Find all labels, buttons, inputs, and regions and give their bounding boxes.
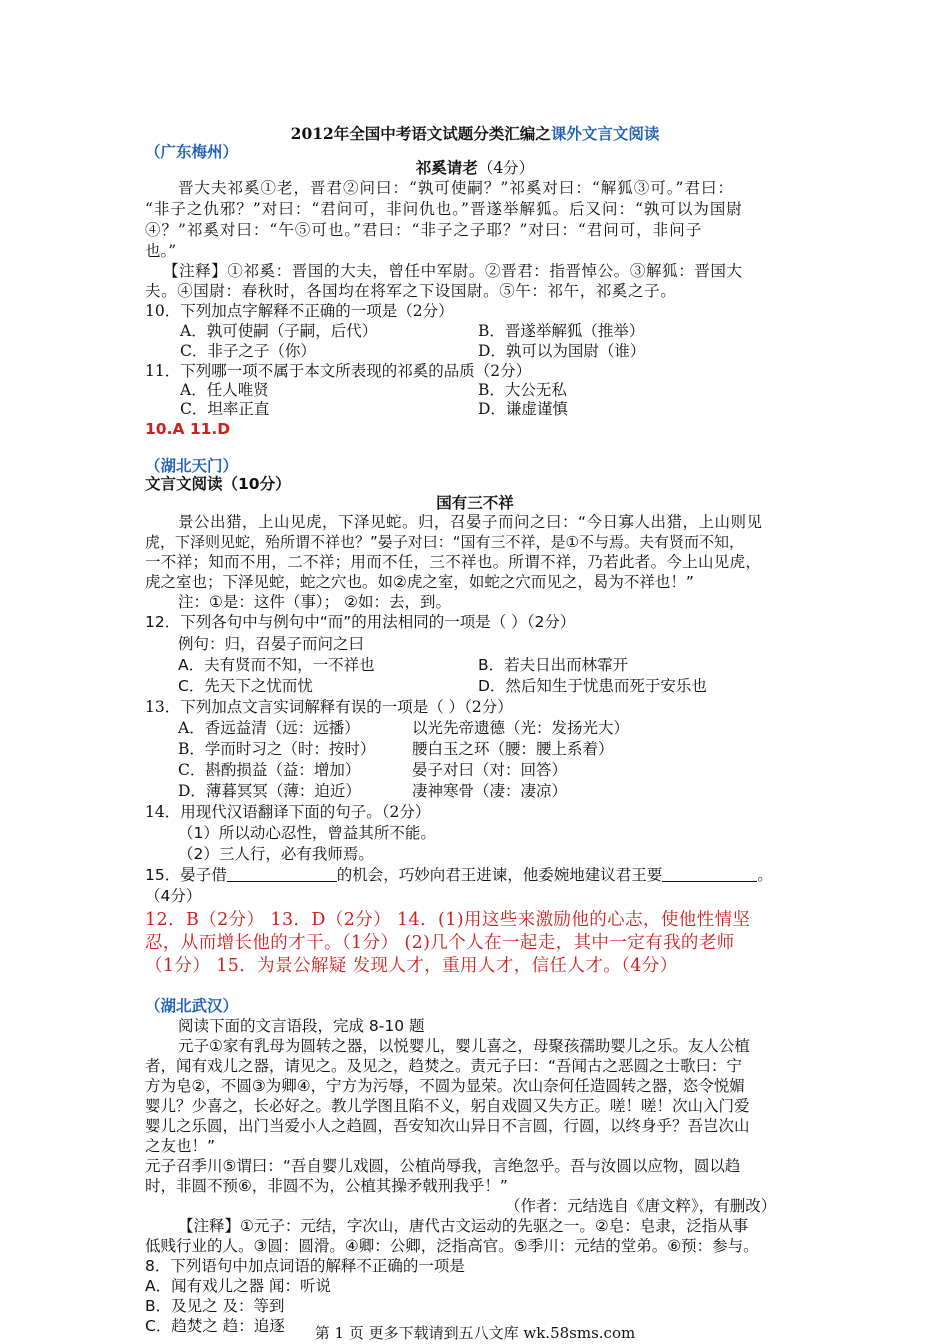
q15-part: 的机会，巧妙向君王进谏，他委婉地建议君王要 bbox=[336, 866, 663, 884]
annotation-line: 【注释】①元子：元结，字次山，唐代古文运动的先驱之一。②皂：皂隶，泛指从事 bbox=[178, 1217, 749, 1235]
passage-line: 婴儿之乐圆，出门当爱小人之趋圆，吾安知次山异日不言圆，行圆，以终身乎？吾岂次山 bbox=[145, 1117, 750, 1135]
option: C．非子之子（你） bbox=[180, 342, 316, 360]
option: A．香远益清（远：远播） bbox=[178, 719, 360, 737]
doc-title bbox=[0, 124, 950, 144]
region-label-wuhan: （湖北武汉） bbox=[145, 996, 239, 1015]
answer-key: 10.A 11.D bbox=[145, 420, 231, 438]
option: A．任人唯贤 bbox=[180, 381, 269, 399]
passage-line: 晋大夫祁奚①老，晋君②问曰：“孰可使嗣？”祁奚对曰：“解狐③可。”君曰： bbox=[178, 179, 734, 197]
passage-points: （4分） bbox=[477, 159, 535, 177]
option: D．薄暮冥冥（薄：迫近） bbox=[178, 782, 361, 800]
passage-line: 之友也！” bbox=[145, 1137, 216, 1155]
option-pair: 以光先帝遗德（光：发扬光大） bbox=[412, 719, 630, 737]
answer-key: 12．B（2分） 13．D（2分） 14．(1)用这些来激励他的心志，使他性情坚 bbox=[145, 910, 751, 930]
option: B．大公无私 bbox=[478, 381, 567, 399]
passage-note: 注：①是：这件（事）； ②如：去，到。 bbox=[178, 593, 451, 611]
option: B．及见之 及：等到 bbox=[145, 1297, 285, 1315]
annotation-line: 低贱行业的人。③圆：圆滑。④卿：公卿，泛指高官。⑤季川：元结的堂弟。⑥预：参与。 bbox=[145, 1237, 759, 1255]
passage-line: 虎，下泽则见蛇，殆所谓不祥也？”晏子对曰：“国有三不祥，是①不与焉。夫有贤而不知， bbox=[145, 533, 744, 551]
passage-line: 者，闻有戏儿之器，请见之。及见之，趋焚之。责元子曰：“吾闻古之恶圆之士歌曰：宁 bbox=[145, 1057, 743, 1075]
option: D．孰可以为国尉（谁） bbox=[478, 342, 646, 360]
annotation-line: 【注释】①祁奚：晋国的大夫，曾任中军尉。②晋君：指晋悼公。③解狐：晋国大 bbox=[163, 262, 743, 280]
option: C．先天下之忧而忧 bbox=[178, 677, 313, 695]
option-pair: 凄神寒骨（凄：凄凉） bbox=[412, 782, 568, 800]
title-prefix: 2012年全国中考语文试题分类汇编之 bbox=[290, 124, 551, 143]
option: B．学而时习之（时：按时） bbox=[178, 740, 376, 758]
question-13: 13．下列加点文言实词解释有误的一项是（ ）（2分） bbox=[145, 698, 513, 716]
answer-key: （1分） 15．为景公解疑 发现人才，重用人才，信任人才。（4分） bbox=[145, 956, 678, 976]
option-pair: 晏子对曰（对：回答） bbox=[412, 761, 568, 779]
passage-line: 一不祥；知而不用，二不祥；用而不任，三不祥也。所谓不祥，乃若此者。今上山见虎， bbox=[145, 553, 762, 571]
title-highlight: 课外文言文阅读 bbox=[550, 124, 660, 143]
question-15 bbox=[145, 865, 773, 885]
option: B．若夫日出而林霏开 bbox=[478, 656, 629, 674]
question-12: 12．下列各句中与例句中“而”的用法相同的一项是（ ）（2分） bbox=[145, 613, 576, 631]
instruction: 阅读下面的文言语段，完成 8-10 题 bbox=[178, 1017, 425, 1035]
passage-title-qixi bbox=[0, 158, 950, 178]
option: D．然后知生于忧患而死于安乐也 bbox=[478, 677, 707, 695]
passage-title-guoyou: 国有三不祥 bbox=[436, 494, 514, 512]
question-14: 14．用现代汉语翻译下面的句子。（2分） bbox=[145, 803, 431, 821]
example-sentence: 例句：归，召晏子而问之曰 bbox=[178, 635, 365, 653]
sentence-2: （2）三人行，必有我师焉。 bbox=[178, 845, 374, 863]
passage-line: 婴儿？少喜之，长必好之。教儿学图且陷不义，躬自戏圆又失方正。嗟！嗟！次山入门爱 bbox=[145, 1097, 750, 1115]
option: C．趋焚之 趋：追逐 bbox=[145, 1317, 285, 1335]
question-10: 10．下列加点字解释不正确的一项是（2分） bbox=[145, 302, 454, 320]
sentence-1: （1）所以动心忍性，曾益其所不能。 bbox=[178, 824, 436, 842]
answer-key: 忍，从而增长他的才干。（1分） (2)几个人在一起走，其中一定有我的老师 bbox=[145, 933, 735, 953]
annotation-line: 夫。④国尉：春秋时，各国均在将军之下设国尉。⑤午：祁午，祁奚之子。 bbox=[145, 282, 677, 300]
passage-source: （作者：元结选自《唐文粹》，有删改） bbox=[505, 1197, 777, 1215]
fill-blank-1 bbox=[227, 866, 337, 882]
passage-line: 虎之室也；下泽见蛇，蛇之穴也。如②虎之室，如蛇之穴而见之，曷为不祥也！” bbox=[145, 573, 694, 591]
option: D．谦虚谨慎 bbox=[478, 400, 568, 418]
passage-heading: 祁奚请老 bbox=[415, 158, 478, 177]
option: C．坦率正直 bbox=[180, 400, 270, 418]
section-title: 文言文阅读（10分） bbox=[145, 475, 291, 493]
passage-line: 元子召季川⑤谓曰：“吾自婴儿戏圆，公植尚辱我，言绝忽乎。吾与汝圆以应物，圆以趋 bbox=[145, 1157, 741, 1175]
q15-part: 15．晏子借 bbox=[145, 866, 227, 884]
option: A．闻有戏儿之器 闻：听说 bbox=[145, 1277, 332, 1295]
option: C．斟酌损益（益：增加） bbox=[178, 761, 361, 779]
passage-line: “非子之仇邪？”对曰：“君问可，非问仇也。”晋遂举解狐。后又问：“孰可以为国尉 bbox=[145, 200, 743, 218]
page-footer: 第 1 页 更多下载请到五八文库 wk.58sms.com bbox=[314, 1324, 636, 1342]
option: A．夫有贤而不知，一不祥也 bbox=[178, 656, 375, 674]
option: A．孰可使嗣（子嗣，后代） bbox=[180, 322, 378, 340]
question-11: 11．下列哪一项不属于本文所表现的祁奚的品质（2分） bbox=[145, 362, 532, 380]
passage-line: 也。” bbox=[145, 242, 177, 260]
question-15-points: （4分） bbox=[145, 887, 202, 905]
region-label-tianmen: （湖北天门） bbox=[145, 456, 239, 475]
option-pair: 腰白玉之环（腰：腰上系着） bbox=[412, 740, 614, 758]
region-label-meizhou: （广东梅州） bbox=[145, 142, 239, 161]
question-8: 8．下列语句中加点词语的解释不正确的一项是 bbox=[145, 1257, 465, 1275]
passage-line: 元子①家有乳母为圆转之器，以悦婴儿，婴儿喜之，母聚孩孺助婴儿之乐。友人公植 bbox=[178, 1037, 750, 1055]
passage-line: 方为皂②，不圆③为卿④，宁方为污辱，不圆为显荣。次山奈何任造圆转之器，恣令悦媚 bbox=[145, 1077, 745, 1095]
passage-line: ④？”祁奚对曰：“午⑤可也。”君曰：“非子之子耶？”对曰：“君问可，非问子 bbox=[145, 221, 703, 239]
passage-line: 时，非圆不预⑥，非圆不为，公植其操矛戟刑我乎！” bbox=[145, 1177, 508, 1195]
passage-line: 景公出猎，上山见虎，下泽见蛇。归，召晏子而问之曰：“今日寡人出猎，上山则见 bbox=[178, 513, 763, 531]
option: B．晋遂举解狐（推举） bbox=[478, 322, 645, 340]
q15-part: 。 bbox=[757, 866, 773, 884]
fill-blank-2 bbox=[662, 866, 757, 882]
